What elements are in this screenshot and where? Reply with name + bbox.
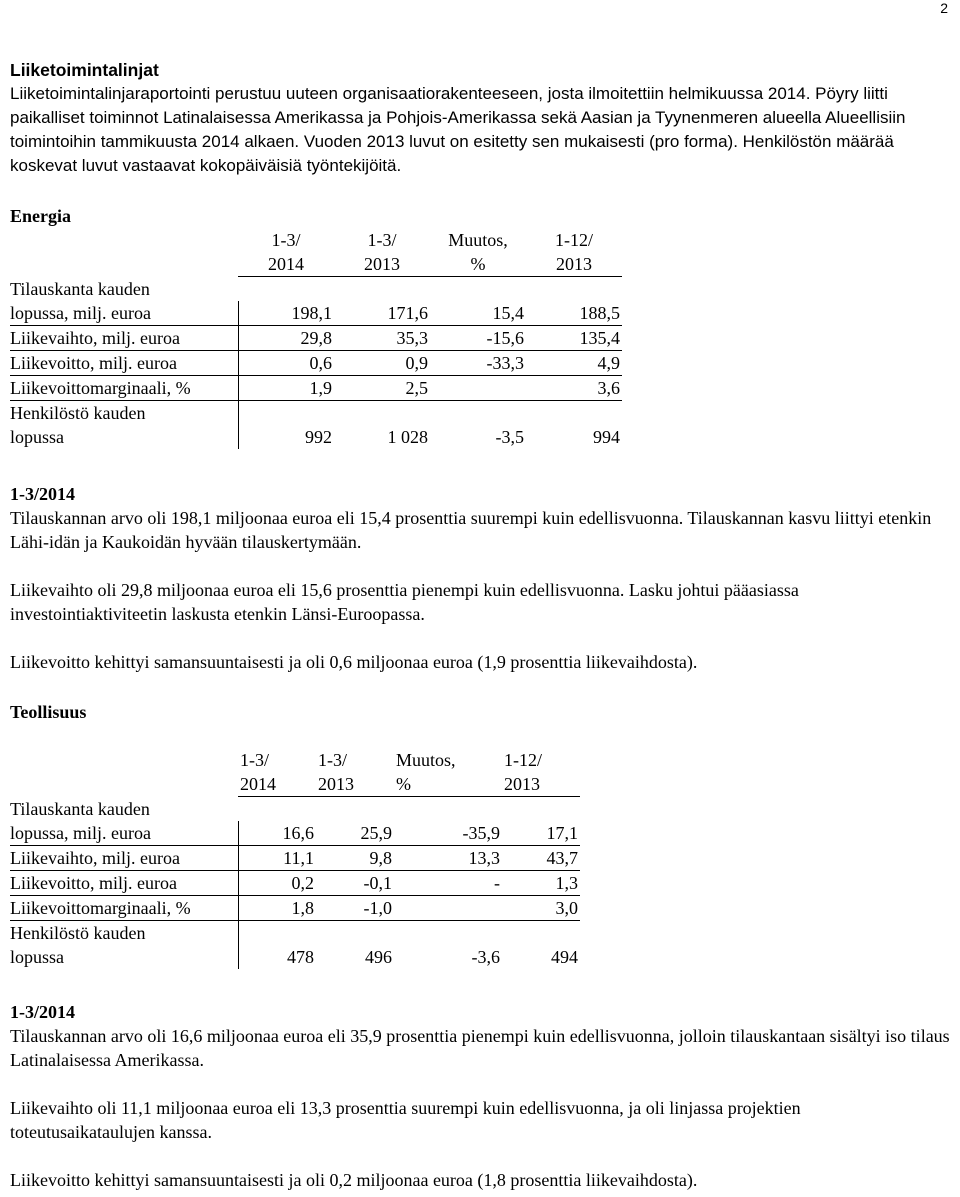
table-cell: -3,5 bbox=[495, 427, 524, 447]
row-label-pre: Tilauskanta kauden bbox=[10, 799, 150, 819]
paragraph: Liikevoitto kehittyi samansuuntaisesti ja oli 0,6 miljoonaa euroa (1,9 prosenttia liikevaihdosta). bbox=[10, 652, 698, 672]
table-row bbox=[10, 401, 622, 426]
table-cell: 478 bbox=[287, 947, 314, 967]
table-cell: 994 bbox=[593, 427, 620, 447]
table-cell: 992 bbox=[305, 427, 332, 447]
table-cell: 16,6 bbox=[238, 821, 316, 846]
table-cell: 171,6 bbox=[334, 301, 430, 326]
table-row bbox=[10, 376, 622, 401]
table-cell: 25,9 bbox=[316, 821, 394, 846]
period-heading: 1-3/2014 bbox=[10, 484, 75, 504]
table-row bbox=[10, 351, 622, 376]
column-header: 1-3/ 2013 bbox=[316, 748, 394, 797]
table-cell bbox=[394, 896, 502, 921]
row-label: Liikevoittomarginaali, % bbox=[10, 896, 238, 921]
table-row bbox=[10, 846, 580, 871]
row-label-pre: Tilauskanta kauden bbox=[10, 279, 150, 299]
table-header-row bbox=[10, 228, 622, 277]
table-cell: 35,3 bbox=[334, 326, 430, 351]
table-cell: 0,2 bbox=[238, 871, 316, 896]
column-header: 1-12/ 2013 bbox=[502, 748, 580, 797]
energia-table bbox=[10, 228, 622, 449]
column-header: 1-12/ 2013 bbox=[526, 228, 622, 277]
table-cell: 0,6 bbox=[238, 351, 334, 376]
row-label: lopussa, milj. euroa bbox=[10, 821, 238, 846]
table-cell: 15,4 bbox=[430, 301, 526, 326]
intro-paragraph: Liiketoimintalinjaraportointi perustuu uuteen organisaatiorakenteeseen, josta ilmoitettiin helmikuussa 2014. Pöyry liitti paikalliset toiminnot Latinalaisessa Amerikassa ja Pohjois-Amerikassa sekä Aasian ja Tyynenmeren alueella Alueellisiin toimintoihin tammikuusta 2014 alkaen. Vuoden 2013 luvut on esitetty sen mukaisesti (pro forma). Henkilöstön määrää koskevat luvut vastaavat kokopäiväisiä työntekijöitä. bbox=[10, 84, 906, 175]
column-header: 1-3/ 2014 bbox=[238, 228, 334, 277]
row-label: lopussa bbox=[10, 425, 238, 449]
table-cell: -3,6 bbox=[471, 947, 500, 967]
table-cell: -33,3 bbox=[430, 351, 526, 376]
table-row bbox=[10, 301, 622, 326]
paragraph: Tilauskannan arvo oli 16,6 miljoonaa euroa eli 35,9 prosenttia pienempi kuin edellisvuonna, jolloin tilauskantaan sisältyi iso tilaus Latinalaisessa Amerikassa. bbox=[10, 1026, 950, 1070]
section-heading: Liiketoimintalinjat bbox=[10, 60, 159, 80]
table-cell bbox=[430, 376, 526, 401]
table-cell: -35,9 bbox=[394, 821, 502, 846]
row-label: Liikevoitto, milj. euroa bbox=[10, 351, 238, 376]
table-row bbox=[10, 896, 580, 921]
table-cell: 9,8 bbox=[316, 846, 394, 871]
table-cell: 1 028 bbox=[387, 427, 428, 447]
table-cell: 198,1 bbox=[238, 301, 334, 326]
period-heading: 1-3/2014 bbox=[10, 1002, 75, 1022]
table-cell: 3,0 bbox=[502, 896, 580, 921]
table-row bbox=[10, 797, 580, 822]
row-label: Liikevoitto, milj. euroa bbox=[10, 871, 238, 896]
table-row bbox=[10, 277, 622, 302]
table-cell: 494 bbox=[551, 947, 578, 967]
table-cell: 1,9 bbox=[238, 376, 334, 401]
intro-section bbox=[10, 58, 950, 178]
table-row bbox=[10, 945, 580, 969]
table-cell: 17,1 bbox=[502, 821, 580, 846]
table-cell: 0,9 bbox=[334, 351, 430, 376]
row-label: Liikevaihto, milj. euroa bbox=[10, 326, 238, 351]
table-cell: - bbox=[394, 871, 502, 896]
row-label-pre: Henkilöstö kauden bbox=[10, 921, 238, 946]
paragraph: Tilauskannan arvo oli 198,1 miljoonaa euroa eli 15,4 prosenttia suurempi kuin edellisvuonna. Tilauskannan kasvu liittyi etenkin Lähi-idän ja Kaukoidän hyvään tilauskertymään. bbox=[10, 508, 932, 552]
table-cell: 13,3 bbox=[394, 846, 502, 871]
energia-commentary bbox=[10, 482, 950, 674]
teollisuus-title: Teollisuus bbox=[10, 702, 87, 722]
row-label: lopussa bbox=[10, 945, 238, 969]
row-label: lopussa, milj. euroa bbox=[10, 301, 238, 326]
table-cell: 1,8 bbox=[238, 896, 316, 921]
paragraph: Liikevaihto oli 29,8 miljoonaa euroa eli 15,6 prosenttia pienempi kuin edellisvuonna. Lasku johtui pääasiassa investointiaktiviteetin laskusta etenkin Länsi-Euroopassa. bbox=[10, 580, 799, 624]
table-row bbox=[10, 326, 622, 351]
page-number: 2 bbox=[940, 0, 948, 16]
table-row bbox=[10, 425, 622, 449]
column-header: Muutos, % bbox=[394, 748, 502, 797]
energia-title: Energia bbox=[10, 206, 71, 226]
column-header: 1-3/ 2014 bbox=[238, 748, 316, 797]
table-cell: 4,9 bbox=[526, 351, 622, 376]
table-cell: -15,6 bbox=[430, 326, 526, 351]
table-cell: 29,8 bbox=[238, 326, 334, 351]
table-cell: 3,6 bbox=[526, 376, 622, 401]
table-header-row bbox=[10, 748, 580, 797]
table-cell: -0,1 bbox=[316, 871, 394, 896]
table-cell: 1,3 bbox=[502, 871, 580, 896]
teollisuus-commentary bbox=[10, 1000, 950, 1192]
table-cell: 188,5 bbox=[526, 301, 622, 326]
paragraph: Liikevaihto oli 11,1 miljoonaa euroa eli 13,3 prosenttia suurempi kuin edellisvuonna, ja oli linjassa projektien toteutusaikataulujen kanssa. bbox=[10, 1098, 801, 1142]
row-label: Liikevaihto, milj. euroa bbox=[10, 846, 238, 871]
row-label-pre: Henkilöstö kauden bbox=[10, 401, 238, 426]
teollisuus-table bbox=[10, 748, 580, 969]
row-label: Liikevoittomarginaali, % bbox=[10, 376, 238, 401]
table-cell: 43,7 bbox=[502, 846, 580, 871]
paragraph: Liikevoitto kehittyi samansuuntaisesti ja oli 0,2 miljoonaa euroa (1,8 prosenttia liikevaihdosta). bbox=[10, 1170, 698, 1190]
column-header: Muutos, % bbox=[430, 228, 526, 277]
table-cell: 2,5 bbox=[334, 376, 430, 401]
table-row bbox=[10, 921, 580, 946]
table-row bbox=[10, 821, 580, 846]
table-cell: 496 bbox=[365, 947, 392, 967]
table-cell: -1,0 bbox=[316, 896, 394, 921]
table-cell: 135,4 bbox=[526, 326, 622, 351]
table-cell: 11,1 bbox=[238, 846, 316, 871]
table-row bbox=[10, 871, 580, 896]
column-header: 1-3/ 2013 bbox=[334, 228, 430, 277]
